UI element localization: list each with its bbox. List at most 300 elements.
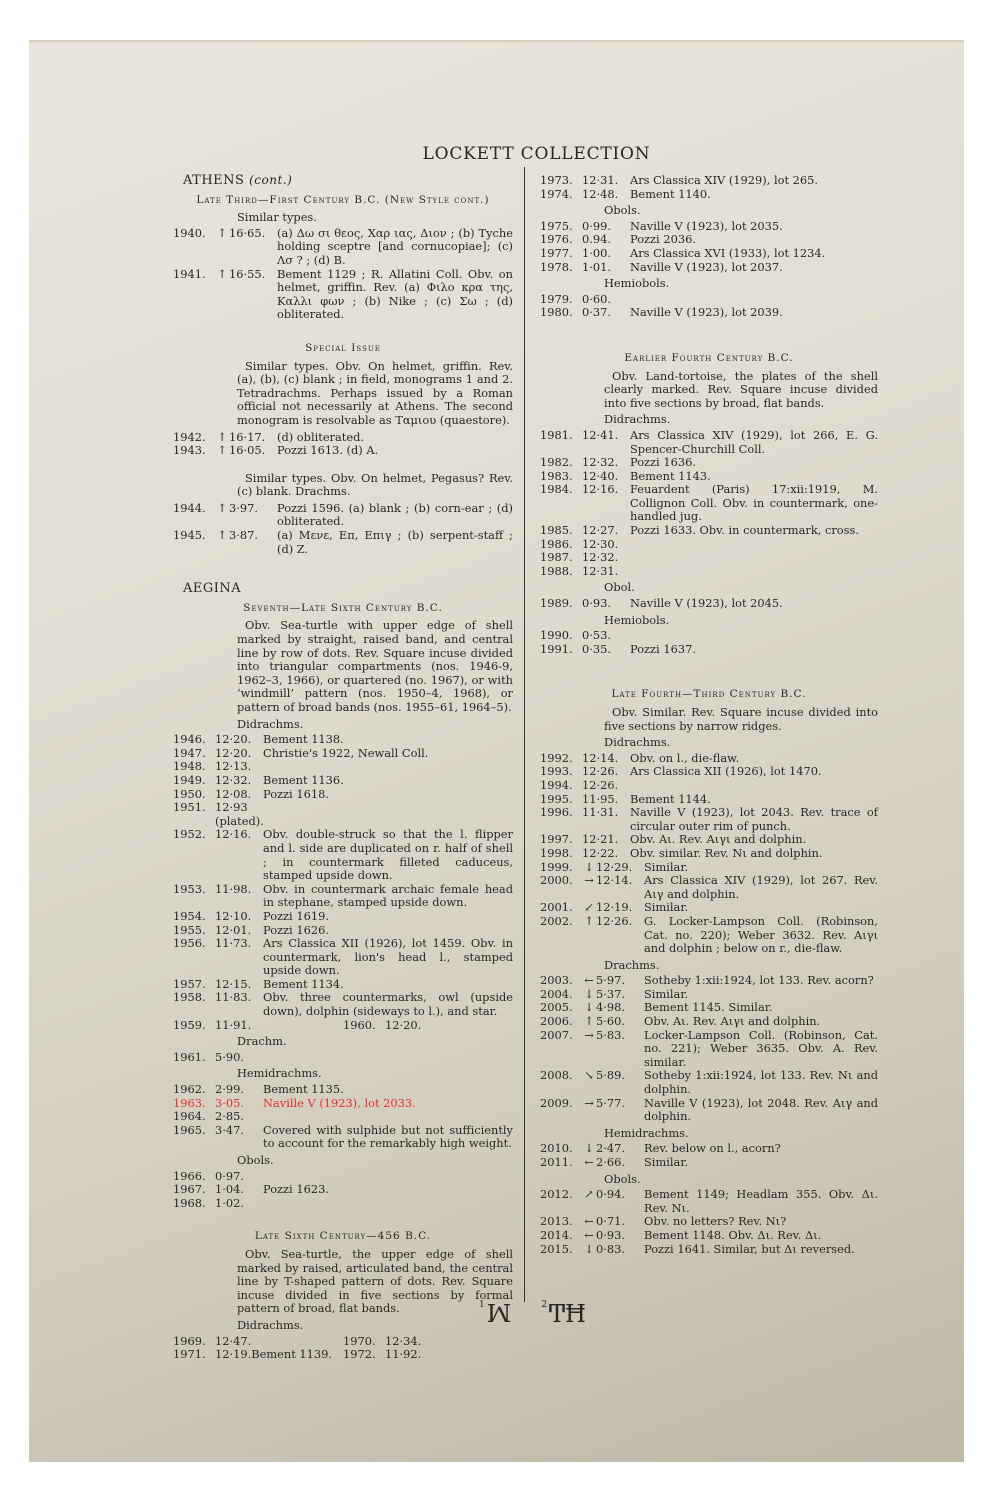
entry-text	[263, 1170, 513, 1184]
entry-number: 1944.	[173, 500, 206, 515]
catalogue-entry	[173, 1019, 343, 1033]
denomination-label: Drachms.	[604, 957, 660, 972]
entry-number: 1977.	[540, 245, 573, 260]
entry-number: 1997.	[540, 832, 573, 847]
entry-number: 1980.	[540, 305, 573, 320]
die-axis-arrow-icon: ↑	[217, 500, 227, 515]
entry-text: Covered with sulphide but not sufficiently to account for the remarkably high weight.	[263, 1122, 513, 1151]
entry-text: Bement 1145. Similar.	[644, 1000, 773, 1015]
entry-text: Pozzi 1623.	[263, 1182, 329, 1197]
entry-text: Bement 1138.	[263, 732, 344, 747]
entry-text: Sotheby 1:xii:1924, lot 133. Rev. Νι and dolphin.	[644, 1068, 878, 1097]
entry-weight: 1·00.	[582, 245, 611, 260]
die-axis-arrow-icon: ↙	[584, 900, 594, 915]
entry-weight: 12·14.	[582, 750, 619, 765]
catalogue-entry	[540, 306, 878, 320]
entry-number: 1970.	[343, 1333, 376, 1348]
catalogue-entry	[173, 1197, 513, 1211]
entry-number: 1982.	[540, 455, 573, 470]
denomination-label: Didrachms.	[604, 735, 671, 750]
entry-text	[630, 538, 878, 552]
catalogue-entry	[173, 431, 513, 445]
entry-text	[630, 565, 878, 579]
catalogue-entry	[540, 806, 878, 833]
catalogue-entry	[540, 1229, 878, 1243]
entry-text: Naville V (1923), lot 2045.	[630, 596, 783, 611]
entry-weight: 5·60.	[596, 1014, 625, 1029]
die-axis-arrow-icon: ↓	[584, 1000, 594, 1015]
entry-text: Similar.	[644, 986, 689, 1001]
denomination-label: Didrachms.	[237, 1317, 304, 1332]
entry-text: Ars Classica XIV (1929), lot 267. Rev. Αιγ and dolphin.	[644, 873, 878, 901]
catalogue-entry	[540, 833, 878, 847]
entry-weight: 12·14.	[596, 873, 633, 888]
entry-text	[263, 801, 513, 828]
entry-text: Bement 1129 ; R. Allatini Coll. Obv. on helmet, griffin. Rev. (a) Φιλο κρα της, Καλλι φων ; (b) Nike ; (c) Σω ; (d) obliterated.	[277, 266, 513, 322]
entry-weight: 12·26.	[582, 777, 619, 792]
entry-weight: 12·20.	[215, 745, 252, 760]
die-axis-arrow-icon: ↑	[584, 913, 594, 928]
catalogue-entry	[540, 1156, 878, 1170]
entry-weight: 12·40.	[582, 468, 619, 483]
entry-text: Ars Classica XIV (1929), lot 265.	[630, 173, 819, 187]
entry-weight: 1·04.	[215, 1182, 244, 1197]
entry-weight: 11·92.	[385, 1347, 422, 1362]
entry-number: 1959.	[173, 1017, 206, 1032]
entry-text: Bement 1143.	[630, 468, 711, 483]
entry-weight: 4·98.	[596, 1000, 625, 1015]
entry-number: 2006.	[540, 1014, 573, 1029]
monograms-footer	[479, 1300, 586, 1328]
catalogue-entry	[540, 247, 878, 261]
entry-weight: 12·29.	[596, 859, 633, 874]
entry-text: Bement 1149; Headlam 355. Obv. Δι. Rev. Νι.	[644, 1187, 878, 1215]
type-description: Obv. Sea-turtle, the upper edge of shell marked by raised, articulated band, the central line by T-shaped pattern of dots. Rev. Square incuse divided in five sections by formal pattern of broad, flat bands.	[237, 1246, 513, 1316]
entry-number: 2004.	[540, 986, 573, 1001]
denomination-label: Obols.	[604, 203, 641, 218]
entry-text: Pozzi 1618.	[263, 786, 329, 801]
entry-pair	[173, 1335, 513, 1349]
entry-weight: 12·32.	[582, 550, 619, 565]
entry-number: 1941.	[173, 266, 206, 281]
entry-text: Obv. three countermarks, owl (upside down), dolphin (sideways to l.), and star.	[263, 990, 513, 1019]
catalogue-entry	[540, 233, 878, 247]
entry-number: 1971.	[173, 1347, 206, 1362]
catalogue-entry	[540, 565, 878, 579]
entry-text: Similar.	[644, 1155, 689, 1169]
entry-weight: 12·31.	[582, 563, 619, 578]
catalogue-entry	[540, 1142, 878, 1156]
period-heading: Late Third—First Century B.C. (New Style cont.)	[196, 193, 490, 206]
catalogue-entry	[343, 1335, 513, 1349]
entry-number: 1966.	[173, 1168, 206, 1183]
entry-weight: 12·32.	[582, 455, 619, 470]
catalogue-entry	[173, 1183, 513, 1197]
entry-text: Ars Classica XII (1926), lot 1470.	[630, 764, 822, 779]
section-name: AEGINA	[183, 581, 242, 597]
entry-number: 2007.	[540, 1027, 573, 1042]
entry-weight: 11·95.	[582, 791, 619, 806]
entry-text: Bement 1144.	[630, 791, 711, 806]
entry-weight: 5·89.	[596, 1068, 625, 1083]
catalogue-entry	[173, 760, 513, 774]
entry-weight: 16·05.	[229, 443, 266, 458]
entry-number: 1950.	[173, 786, 206, 801]
catalogue-entry	[173, 1051, 513, 1065]
entry-weight: 2·85.	[215, 1109, 244, 1124]
period-heading: Special Issue	[305, 341, 381, 354]
entry-weight: 12·20.	[215, 732, 252, 747]
entry-number: 1940.	[173, 225, 206, 240]
entry-number: 1984.	[540, 482, 573, 497]
entry-weight: 0·35.	[582, 641, 611, 656]
entry-weight: 12·13.	[215, 759, 252, 774]
entry-weight: 3·05.	[215, 1095, 244, 1110]
catalogue-entry	[173, 529, 513, 556]
entry-number: 1995.	[540, 791, 573, 806]
entry-number: 2005.	[540, 1000, 573, 1015]
monogram-2: $^2$ͲĦ	[541, 1300, 586, 1328]
entry-number: 2015.	[540, 1241, 573, 1256]
entry-weight: 12·31.	[582, 173, 619, 187]
denomination-label: Obol.	[604, 580, 635, 595]
catalogue-entry	[173, 991, 513, 1018]
catalogue-entry	[540, 538, 878, 552]
entry-text: (d) obliterated.	[277, 429, 365, 444]
die-axis-arrow-icon: →	[584, 1095, 594, 1110]
catalogue-entry	[173, 937, 513, 978]
entry-number: 2008.	[540, 1068, 573, 1083]
catalogue-entry	[540, 551, 878, 565]
entry-number: 1991.	[540, 641, 573, 656]
entry-weight: 12·34.	[385, 1333, 422, 1348]
entry-number: 1953.	[173, 881, 206, 896]
catalogue-entry	[173, 1335, 343, 1349]
entry-weight: 11·31.	[582, 805, 619, 820]
catalogue-entry	[540, 793, 878, 807]
entry-number: 1994.	[540, 777, 573, 792]
denomination-label: Didrachms.	[237, 716, 304, 731]
entry-text: Feuardent (Paris) 17:xii:1919, M. Collignon Coll. Obv. in countermark, one-handled jug.	[630, 482, 878, 524]
entry-weight: 2·66.	[596, 1155, 625, 1169]
entry-number: 1988.	[540, 563, 573, 578]
entry-text: Obv. on l., die-flaw.	[630, 750, 740, 765]
entry-number: 2014.	[540, 1227, 573, 1242]
catalogue-entry	[540, 220, 878, 234]
entry-number: 1958.	[173, 990, 206, 1005]
entry-weight: 2·47.	[596, 1141, 625, 1156]
entry-number: 1964.	[173, 1109, 206, 1124]
entry-number: 1967.	[173, 1182, 206, 1197]
entry-number: 1993.	[540, 764, 573, 779]
entry-text: Christie's 1922, Newall Coll.	[263, 745, 429, 760]
entry-number: 2010.	[540, 1141, 573, 1156]
spacer	[540, 656, 878, 682]
entry-number: 1957.	[173, 976, 206, 991]
die-axis-arrow-icon: ↗	[584, 1187, 594, 1202]
entry-number: 1949.	[173, 772, 206, 787]
entry-text: Pozzi 1626.	[263, 922, 329, 937]
entry-weight: 12·08.	[215, 786, 252, 801]
entry-weight: 12·26.	[596, 913, 633, 928]
entry-weight: 11·83.	[215, 990, 252, 1005]
entry-text: Locker-Lampson Coll. (Robinson, Cat. no. 221); Weber 3635. Obv. A. Rev. similar.	[644, 1027, 878, 1069]
entry-weight: 5·97.	[596, 973, 625, 988]
entry-text: Similar.	[644, 859, 689, 874]
entry-text	[630, 629, 878, 643]
entry-number: 2012.	[540, 1187, 573, 1202]
entry-weight: 3·47.	[215, 1122, 244, 1137]
catalogue-entry	[540, 1001, 878, 1015]
page-title: LOCKETT COLLECTION	[422, 144, 651, 164]
entry-weight: 0·97.	[215, 1168, 244, 1183]
entry-text	[630, 551, 878, 565]
catalogue-entry	[173, 910, 513, 924]
entry-text: Obv. similar. Rev. Νι and dolphin.	[630, 845, 823, 860]
entry-number: 1978.	[540, 259, 573, 274]
entry-number: 1962.	[173, 1082, 206, 1097]
section-suffix: (cont.)	[249, 173, 293, 187]
entry-weight: 11·91.	[215, 1017, 252, 1032]
entry-weight: 5·77.	[596, 1095, 625, 1110]
die-axis-arrow-icon: ←	[584, 1155, 594, 1169]
entry-weight: 0·83.	[596, 1241, 625, 1256]
entry-weight: 1·02.	[215, 1195, 244, 1210]
entry-weight: 12·16.	[215, 827, 252, 842]
catalogue-entry	[173, 883, 513, 910]
catalogue-entry	[343, 1019, 513, 1033]
entry-text: Naville V (1923), lot 2037.	[630, 259, 783, 274]
entry-number: 1946.	[173, 732, 206, 747]
catalogue-entry	[173, 788, 513, 802]
entry-text	[630, 293, 878, 307]
entry-text: Rev. below on l., acorn?	[644, 1141, 781, 1156]
entry-weight: 0·71.	[596, 1214, 625, 1229]
entry-weight: 1·01.	[582, 259, 611, 274]
entry-weight: 3·87.	[229, 528, 258, 543]
entry-number: 2009.	[540, 1095, 573, 1110]
entry-weight: 12·21.	[582, 832, 619, 847]
entry-number: 1963.	[173, 1095, 206, 1110]
entry-weight: 0·53.	[582, 628, 611, 643]
monogram-1-icon: ꟽ	[486, 1300, 512, 1328]
entry-weight: 0·99.	[582, 218, 611, 233]
denomination-label: Didrachms.	[604, 412, 671, 427]
entry-weight: 12·93 (plated).	[215, 800, 264, 828]
catalogue-entry	[173, 801, 513, 828]
entry-number: 1987.	[540, 550, 573, 565]
entry-text: (a) Δω σι θεος, Χαρ ιας, Διον ; (b) Tyche holding sceptre [and cornucopiae]; (c) Λσ ? ; (d) B.	[277, 225, 513, 267]
die-axis-arrow-icon: ↓	[584, 986, 594, 1001]
entry-text: Naville V (1923), lot 2048. Rev. Αιγ and dolphin.	[644, 1095, 878, 1124]
die-axis-arrow-icon: ↑	[217, 429, 227, 444]
catalogue-entry	[540, 483, 878, 524]
spacer	[173, 322, 513, 336]
entry-number: 1943.	[173, 443, 206, 458]
entry-text: Bement 1139.	[251, 1347, 333, 1362]
entry-number: 1942.	[173, 429, 206, 444]
entry-number: 1973.	[540, 173, 573, 187]
left-column	[173, 174, 513, 1362]
catalogue-entry	[540, 974, 878, 988]
type-description: Similar types. Obv. On helmet, Pegasus? Rev. (c) blank. Drachms.	[237, 470, 513, 499]
entry-text: Obv. double-struck so that the l. flipper and l. side are duplicated on r. half of shell ; in countermark filleted caduceus, stamped upside down.	[263, 827, 513, 883]
entry-text: Pozzi 1641. Similar, but Δι reversed.	[644, 1241, 855, 1256]
entry-number: 1986.	[540, 536, 573, 551]
denomination-label: Hemiobols.	[604, 612, 670, 627]
die-axis-arrow-icon: ↑	[217, 225, 227, 240]
entry-text: G. Locker-Lampson Coll. (Robinson, Cat. no. 220); Weber 3632. Rev. Αιγι and dolphin ; below on r., die-flaw.	[644, 913, 878, 956]
entry-text: Pozzi 1636.	[630, 455, 696, 470]
entry-text: Bement 1135.	[263, 1082, 344, 1097]
catalogue-entry	[540, 261, 878, 275]
catalogue-entry	[540, 779, 878, 793]
entry-text: Bement 1136.	[263, 772, 344, 787]
catalogue-entry	[173, 1348, 343, 1362]
entry-number: 1979.	[540, 291, 573, 306]
entry-number: 1983.	[540, 468, 573, 483]
denomination-label: Hemiobols.	[604, 276, 670, 291]
entry-number: 1990.	[540, 628, 573, 643]
catalogue-entry	[173, 1124, 513, 1151]
entry-text: Pozzi 1596. (a) blank ; (b) corn-ear ; (d) obliterated.	[277, 500, 513, 529]
entry-weight: 11·98.	[215, 881, 252, 896]
catalogue-entry	[540, 1015, 878, 1029]
entry-number: 1996.	[540, 805, 573, 820]
entry-pair	[173, 1348, 513, 1362]
spacer	[173, 1210, 513, 1224]
entry-text: Obv. no letters? Rev. Νι?	[644, 1214, 787, 1229]
entry-number: 1981.	[540, 427, 573, 442]
period-heading: Late Sixth Century—456 B.C.	[254, 1230, 432, 1243]
catalogue-entry	[540, 752, 878, 766]
entry-text: Pozzi 1633. Obv. in countermark, cross.	[630, 523, 859, 538]
entry-text: Pozzi 1637.	[630, 641, 696, 656]
catalogue-entry	[173, 978, 513, 992]
entry-text	[263, 1051, 513, 1065]
entry-number: 1945.	[173, 528, 206, 543]
entry-weight: 12·10.	[215, 908, 252, 923]
denomination-label: Drachm.	[237, 1034, 287, 1049]
catalogue-entry	[540, 874, 878, 901]
spacer	[540, 320, 878, 346]
entry-number: 2000.	[540, 873, 573, 888]
entry-number: 1998.	[540, 845, 573, 860]
catalogue-entry	[540, 1097, 878, 1124]
entry-weight: 5·83.	[596, 1027, 625, 1042]
catalogue-entry	[173, 1110, 513, 1124]
catalogue-entry	[540, 470, 878, 484]
entry-weight: 12·32.	[215, 772, 252, 787]
entry-weight: 11·73.	[215, 936, 252, 951]
entry-number: 1992.	[540, 750, 573, 765]
catalogue-entry	[173, 733, 513, 747]
catalogue-entry	[540, 597, 878, 611]
entry-weight: 3·97.	[229, 500, 258, 515]
entry-weight: 0·93.	[596, 1227, 625, 1242]
catalogue-entry	[540, 456, 878, 470]
entry-weight: 12·20.	[385, 1017, 422, 1032]
entry-number: 1968.	[173, 1195, 206, 1210]
entry-weight: 16·17.	[229, 429, 266, 444]
entry-number: 2003.	[540, 973, 573, 988]
catalogue-entry	[540, 901, 878, 915]
catalogue-entry	[540, 174, 878, 188]
die-axis-arrow-icon: ↑	[217, 443, 227, 458]
entry-number: 1956.	[173, 936, 206, 951]
denomination-label: Hemidrachms.	[604, 1125, 689, 1140]
entry-number: 1999.	[540, 859, 573, 874]
entry-text: Naville V (1923), lot 2035.	[630, 218, 783, 233]
entry-number: 1955.	[173, 922, 206, 937]
entry-text: Naville V (1923), lot 2043. Rev. trace of circular outer rim of punch.	[630, 805, 878, 833]
die-axis-arrow-icon: ↓	[584, 1241, 594, 1256]
catalogue-entry	[540, 643, 878, 657]
entry-weight: 12·01.	[215, 922, 252, 937]
spacer	[173, 556, 513, 582]
die-axis-arrow-icon: ←	[584, 1227, 594, 1242]
entry-text	[263, 1197, 513, 1211]
section-heading	[183, 174, 513, 188]
entry-weight: 0·37.	[582, 305, 611, 320]
entry-text: Sotheby 1:xii:1924, lot 133. Rev. acorn?	[644, 973, 874, 988]
denomination-label: Obols.	[237, 1153, 274, 1167]
entry-weight: 5·90.	[215, 1049, 244, 1064]
entry-number: 1969.	[173, 1333, 206, 1348]
entry-number: 1954.	[173, 908, 206, 923]
section-heading	[183, 582, 513, 596]
entry-text: Ars Classica XII (1926), lot 1459. Obv. in countermark, lion's head l., stamped upside down.	[263, 936, 513, 978]
denomination-label: Obols.	[604, 1171, 641, 1186]
entry-text: Bement 1134.	[263, 976, 344, 991]
entry-text: Pozzi 2036.	[630, 232, 696, 247]
entry-text	[630, 779, 878, 793]
catalogue-entry	[173, 774, 513, 788]
denomination-label: Similar types.	[237, 210, 317, 225]
entry-weight: 0.94.	[582, 232, 611, 247]
entry-text: Naville V (1923), lot 2033.	[263, 1095, 416, 1110]
entry-text: Bement 1140.	[630, 186, 711, 201]
entry-weight: 12·41.	[582, 427, 619, 442]
catalogue-entry	[540, 293, 878, 307]
catalogue-entry	[540, 524, 878, 538]
catalogue-entry	[173, 747, 513, 761]
catalogue-entry	[173, 1083, 513, 1097]
catalogue-entry	[540, 1069, 878, 1096]
catalogue-entry	[540, 429, 878, 456]
entry-text: Pozzi 1619.	[263, 908, 329, 923]
monogram-1: $^1$ꟽ	[479, 1300, 512, 1328]
catalogue-page	[29, 40, 964, 1462]
entry-weight: 5·37.	[596, 986, 625, 1001]
die-axis-arrow-icon: →	[584, 873, 594, 888]
entry-number: 1989.	[540, 596, 573, 611]
right-column	[540, 174, 878, 1256]
catalogue-entry	[540, 1243, 878, 1257]
period-heading: Seventh—Late Sixth Century B.C.	[243, 601, 443, 614]
catalogue-entry	[540, 1029, 878, 1070]
entry-weight: 16·55.	[229, 266, 266, 281]
entry-text: Obv. in countermark archaic female head in stephane, stamped upside down.	[263, 881, 513, 910]
entry-number: 1965.	[173, 1122, 206, 1137]
die-axis-arrow-icon: ↓	[584, 1141, 594, 1156]
denomination-label: Hemidrachms.	[237, 1066, 322, 1081]
catalogue-entry	[173, 268, 513, 322]
entry-number: 2002.	[540, 913, 573, 928]
entry-weight: 12·48.	[582, 186, 619, 201]
entry-text: Similar.	[644, 900, 689, 915]
entry-text	[263, 760, 513, 774]
